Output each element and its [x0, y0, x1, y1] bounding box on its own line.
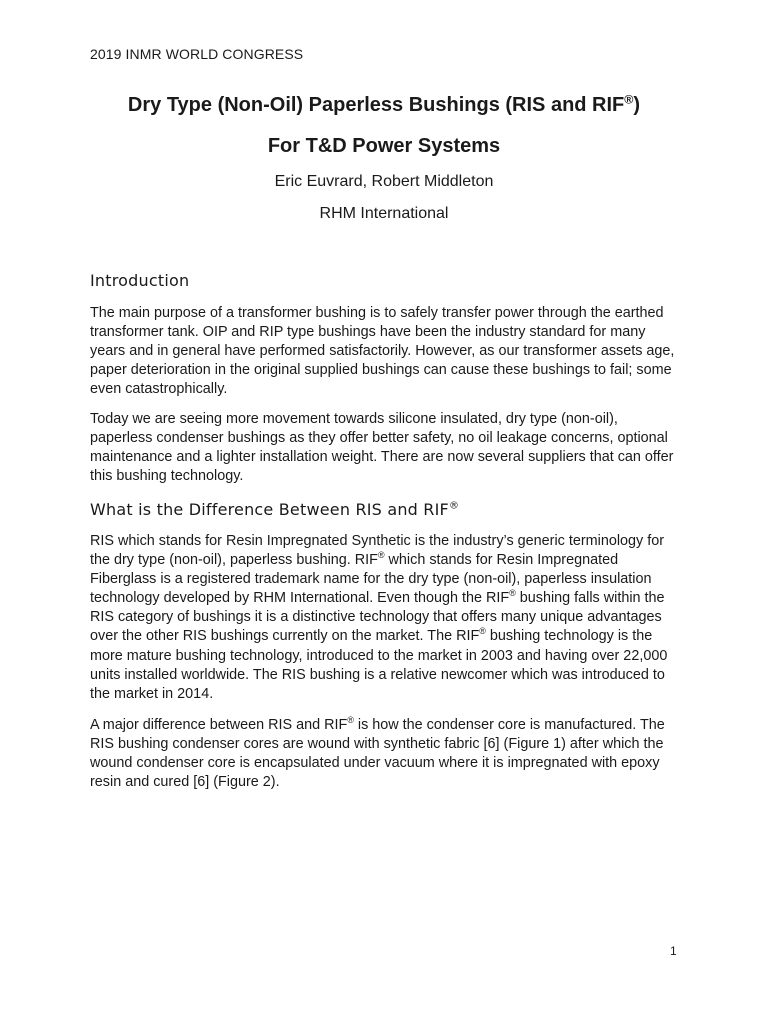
text-run: bushing technology is the more mature bushing technology, introduced to the market in 2003 and having over 22,000 units installed worldwide. The RIS bushing is a relative newcomer which was introduced to the market in 2014.: [90, 628, 668, 702]
authors: Eric Euvrard, Robert Middleton: [274, 173, 494, 190]
text-run: RIS which stands for Resin Impregnated Synthetic is the industry’s generic terminology for the dry type (non-oil), paperless bushing. RIF: [90, 533, 665, 569]
paper-title-line-2: For T&D Power Systems: [267, 135, 501, 157]
paragraph: The main purpose of a transformer bushing is to safely transfer power through the earthed transformer tank. OIP and RIP type bushings have been the industry standard for many years and in general have performed satisfactorily. However, as our transformer assets age, paper deterioration in the original supplied bushings can cause these bushings to fail; some even catastrophically.: [90, 305, 675, 398]
paragraph: Today we are seeing more movement towards silicone insulated, dry type (non-oil), paperless condenser bushings as they offer better safety, no oil leakage concerns, optional maintenance and a lighter installation weight. There are now several suppliers that can offer this bushing technology.: [90, 411, 674, 485]
text-run: A major difference between RIS and RIF: [90, 717, 348, 733]
text-run: is how the condenser core is manufactured. The RIS bushing condenser cores are wound with synthetic fabric [6] (Figure 1) after which the wound condenser core is encapsulated under vacuum where it is impregnated with epoxy resin and cured [6] (Figure 2).: [90, 717, 665, 791]
registered-mark: ®: [448, 500, 460, 512]
running-header: 2019 INMR WORLD CONGRESS: [90, 46, 304, 62]
paragraph: [90, 532, 680, 704]
heading-text: What is the Difference Between RIS and RIF: [90, 500, 449, 519]
registered-mark: ®: [377, 550, 385, 561]
paragraph: [90, 716, 680, 792]
section-heading-introduction: Introduction: [90, 271, 190, 290]
registered-mark: ®: [624, 92, 634, 107]
registered-mark: ®: [479, 626, 486, 637]
page-number: 1: [670, 944, 677, 958]
title-text: Dry Type (Non-Oil) Paperless Bushings (RIS and RIF: [127, 94, 625, 116]
text-run: which stands for Resin Impregnated Fiberglass is a registered trademark name for the dry type (non-oil), paperless insulation technology developed by RHM International. Even though the RIF: [90, 552, 652, 607]
paper-title-line-1: [0, 94, 768, 117]
text-run: bushing falls within the RIS category of bushings it is a distinctive technology that offers many unique advantages over the other RIS bushings currently on the market. The RIF: [90, 590, 665, 645]
affiliation: RHM International: [319, 205, 449, 222]
registered-mark: ®: [347, 715, 354, 726]
section-heading-difference: [90, 500, 459, 519]
registered-mark: ®: [509, 588, 516, 599]
title-close-paren: ): [633, 94, 641, 116]
